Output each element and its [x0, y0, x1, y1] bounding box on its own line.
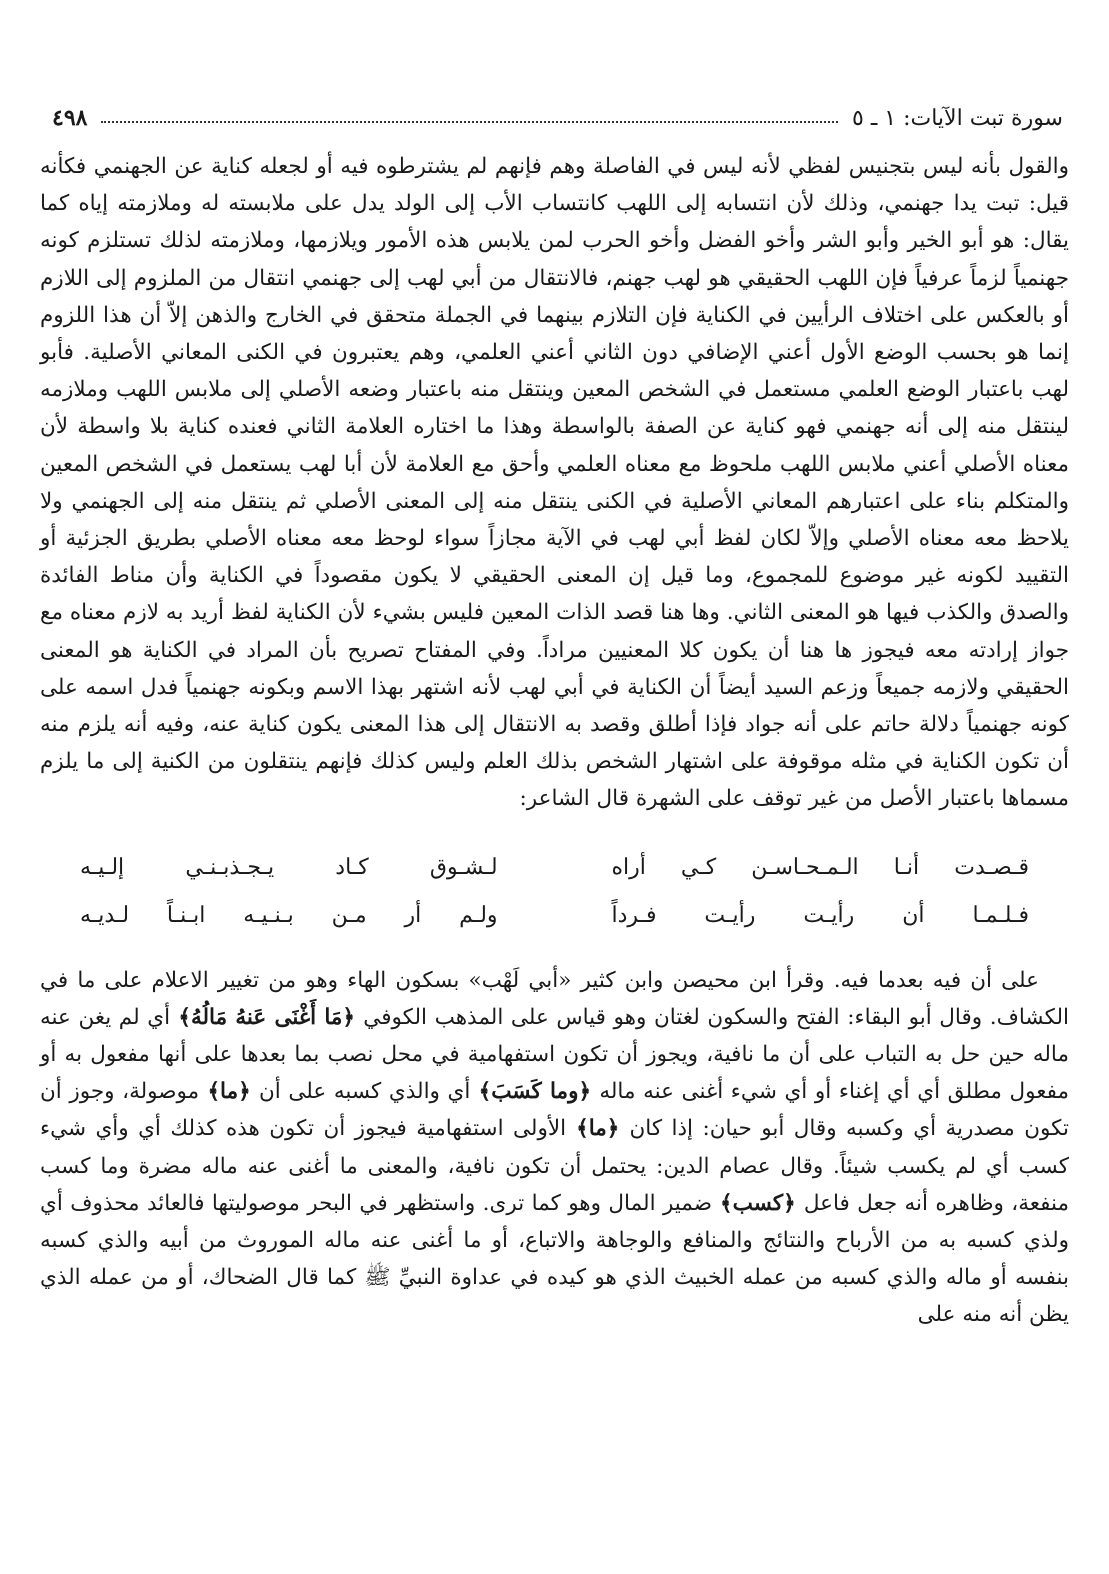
- commentary-text: موصولة، وجوز أن تكون مصدرية أي وكسبه وقال أبو حيان: إذا كان: [40, 1079, 1069, 1142]
- commentary-text: على أن فيه بعدما فيه. وقرأ ابن محيصن وابن كثير «أبي لَهْب» بسكون الهاء وهو من تغيير الاعلام على ما في الكشاف. وقال أبو البقاء: الفتح والسكون لغتان وهو قياس على المذهب الكوفي: [40, 967, 1069, 1030]
- poem-verses: [80, 844, 1029, 940]
- header-dotted-leader: [101, 121, 838, 123]
- verse-first-hemistich: فـلـمـا أن رأيـت رأيـت فـرداً: [611, 902, 1029, 928]
- commentary-text: أي لم يغن عنه ماله حين حل به التباب على أن ما نافية، ويجوز أن تكون استفهامية في محل نصب بما بعدها على أنها مفعول به أو مفعول مطلق أي أي إغناء أو أي شيء أغنى عنه ماله: [40, 1004, 1069, 1105]
- verse-second-hemistich: لـشـوق كـاد يـجـذبـنـي إلـيـه: [80, 854, 498, 880]
- quran-quote: ﴿وما كَسَبَ﴾: [470, 1079, 600, 1105]
- commentary-text: أي والذي كسبه على أن: [258, 1079, 471, 1105]
- page-header: [52, 98, 1063, 138]
- book-page: [40, 0, 1069, 1574]
- quran-quote: ﴿مَا أَغْنَى عَنهُ مَالُهُ﴾: [170, 1004, 364, 1030]
- commentary-text: ضمير المال وهو كما ترى. واستظهر في البحر موصوليتها فالعائد محذوف أي ولذي كسبه به من الأرباح والنتائج والمنافع والوجاهة والاتباع، أو ما أغنى عنه ماله الموروث من أبيه والذي كسبه بنفسه أو ماله والذي كسبه من عمله الخبيث الذي هو كيده في عداوة النبيِّ ﷺ كما قال الضحاك، أو من عمله الذي يظن أنه منه على: [40, 1190, 1070, 1328]
- quran-quote: ﴿ما﴾: [566, 1116, 630, 1142]
- poem-verse: [80, 892, 1029, 940]
- commentary-text: الأولى استفهامية فيجوز أن تكون هذه كذلك أي وأي شيء كسب أي لم يكسب شيئاً. وقال عصام الدين: يحتمل أن تكون نافية، والمعنى ما أغنى عنه ماله مضرة وما كسب منفعة، وظاهره أنه جعل فاعل: [40, 1116, 1070, 1216]
- quran-quote: ﴿ما﴾: [199, 1079, 259, 1105]
- commentary-paragraph: والقول بأنه ليس بتجنيس لفظي لأنه ليس في الفاصلة وهم فإنهم لم يشترطوه فيه أو لجعله كناية عن الجهنمي فكأنه قيل: تبت يدا جهنمي، وذلك لأن انتسابه إلى اللهب كانتساب الأب إلى الولد يدل على ملابسته له وملازمته إياه كما يقال: هو أبو الخير وأبو الشر وأخو الفضل وأخو الحرب لمن يلابس هذه الأمور ويلازمها، وملازمته لذلك تستلزم كونه جهنمياً لزماً عرفياً فإن اللهب الحقيقي هو لهب جهنم، فالانتقال من أبي لهب إلى جهنمي انتقال من الملزوم إلى اللازم أو بالعكس على اختلاف الرأيين في الكناية فإن التلازم بينهما في الجملة متحقق في الخارج والذهن إلاّ أن هذا اللزوم إنما هو بحسب الوضع الأول أعني الإضافي دون الثاني أعني العلمي، وهم يعتبرون في الكنى المعاني الأصلية. فأبو لهب باعتبار الوضع العلمي مستعمل في الشخص المعين وينتقل منه باعتبار وضعه الأصلي إلى ملابس اللهب وملازمه لينتقل منه إلى أنه جهنمي فهو كناية عن الصفة بالواسطة وهذا ما اختاره العلامة الثاني فعنده كناية بلا واسطة لأن معناه الأصلي أعني ملابس اللهب ملحوظ مع معناه العلمي وأحق مع العلامة لأن أبا لهب يستعمل في الشخص المعين والمتكلم بناء على اعتبارهم المعاني الأصلية في الكنى ينتقل منه إلى المعنى الأصلي ثم ينتقل منه إلى الجهنمي ولا يلاحظ معه معناه الأصلي وإلاّ لكان لفظ أبي لهب في الآية مجازاً سواء لوحظ معه معناه الأصلي بطريق الجزئية أو التقييد لكونه غير موضوع للمجموع، وما قيل إن المعنى الحقيقي لا يكون مقصوداً في الكناية وأن مناط الفائدة والصدق والكذب فيها هو المعنى الثاني. وها هنا قصد الذات المعين فليس بشيء لأن الكناية لفظ أريد به لازم معناه مع جواز إرادته معه فيجوز ها هنا أن يكون كلا المعنيين مراداً. وفي المفتاح تصريح بأن المراد في الكناية هو المعنى الحقيقي ولازمه جميعاً وزعم السيد أيضاً أن الكناية في أبي لهب لأنه اشتهر بهذا الاسم وبكونه جهنمياً فدل اسمه على كونه جهنمياً دلالة حاتم على أنه جواد فإذا أطلق وقصد به الانتقال إلى هذا المعنى يكون كناية عنه، وفيه أنه يلزم منه أن تكون الكناية في مثله موقوفة على اشتهار الشخص بذلك العلم وليس كذلك فإنهم ينتقلون من الكنية إلى ما يلزم مسماها باعتبار الأصل من غير توقف على الشهرة قال الشاعر:: [40, 154, 1069, 812]
- verse-second-hemistich: ولـم أر مـن بـنـيـه ابـنـاً لـديـه: [80, 902, 498, 928]
- verse-first-hemistich: قـصـدت أنـا الـمـحـاسـن كـي أراه: [611, 854, 1029, 880]
- commentary-paragraph: [40, 962, 1069, 1334]
- page-body: [40, 148, 1069, 1334]
- poem-verse: [80, 844, 1029, 892]
- quran-quote: ﴿كسب﴾: [712, 1190, 804, 1216]
- running-title: سورة تبت الآيات: ١ ـ ٥: [852, 105, 1063, 131]
- page-number: ٤٩٨: [52, 105, 88, 131]
